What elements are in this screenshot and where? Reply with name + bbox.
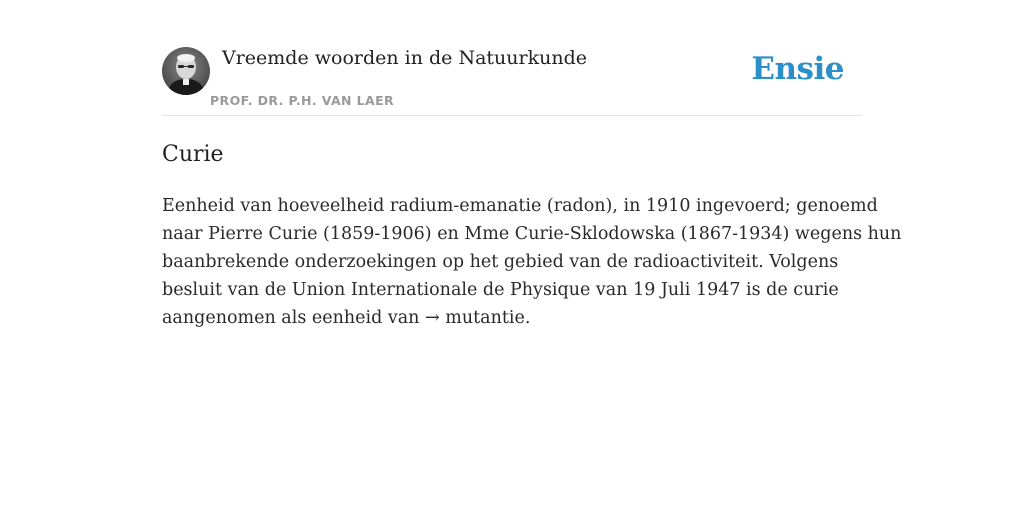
entry-line-text: aangenomen als eenheid van: [162, 308, 425, 328]
author-name[interactable]: PROF. DR. P.H. VAN LAER: [210, 93, 395, 108]
book-title[interactable]: Vreemde woorden in de Natuurkunde: [222, 47, 587, 69]
entry-title: Curie: [162, 142, 224, 167]
header: [162, 40, 862, 116]
entry-line: baanbrekende onderzoekingen op het gebied van de radioactiviteit. Volgens: [162, 252, 839, 272]
entry-body: [162, 192, 902, 332]
entry-tail: .: [524, 308, 531, 328]
entry-line: Eenheid van hoeveelheid radium-emanatie (radon), in 1910 ingevoerd; genoemd: [162, 196, 878, 216]
entry-line-last: [162, 304, 867, 332]
entry-line: naar Pierre Curie (1859-1906) en Mme Curie-Sklodowska (1867-1934) wegens hun: [162, 224, 902, 244]
cross-reference-arrow-icon: →: [425, 308, 440, 328]
entry-paragraph: [162, 192, 902, 332]
entry-line: besluit van de Union Internationale de Physique van 19 Juli 1947 is de curie: [162, 280, 839, 300]
author-avatar[interactable]: [162, 47, 210, 95]
author-portrait-icon: [162, 47, 210, 95]
cross-reference-link[interactable]: mutantie: [445, 308, 525, 328]
brand-logo[interactable]: Ensie: [751, 51, 844, 87]
